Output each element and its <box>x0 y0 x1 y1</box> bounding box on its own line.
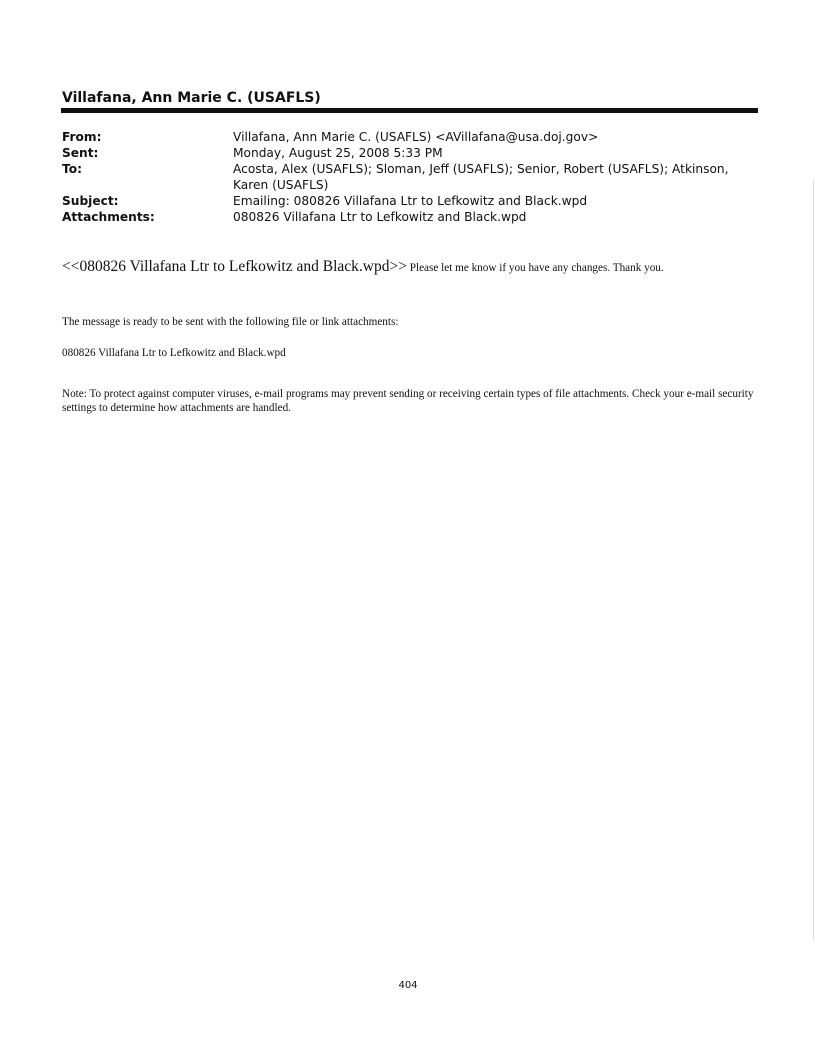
title-rule <box>61 108 758 113</box>
sent-label: Sent: <box>62 146 99 160</box>
to-label: To: <box>62 162 82 176</box>
page-number: 404 <box>398 980 418 991</box>
to-value: Acosta, Alex (USAFLS); Sloman, Jeff (USAFLS); Senior, Robert (USAFLS); Atkinson, Karen (USAFLS) <box>233 162 729 192</box>
header-row-attachments <box>62 209 762 225</box>
header-row-subject <box>62 193 762 209</box>
attachments-value: 080826 Villafana Ltr to Lefkowitz and Black.wpd <box>233 210 527 224</box>
header-row-to <box>62 161 762 193</box>
header-row-from <box>62 129 762 145</box>
attachment-name: 080826 Villafana Ltr to Lefkowitz and Black.wpd <box>62 347 286 359</box>
intro-text: Please let me know if you have any changes. Thank you. <box>409 262 664 274</box>
sent-value: Monday, August 25, 2008 5:33 PM <box>233 146 443 160</box>
scan-edge-line <box>813 180 814 940</box>
email-headers <box>62 129 762 225</box>
email-body-intro <box>62 259 762 276</box>
sender-title: Villafana, Ann Marie C. (USAFLS) <box>62 90 321 106</box>
attachments-label: Attachments: <box>62 210 155 224</box>
header-row-sent <box>62 145 762 161</box>
attachment-reference[interactable]: <<080826 Villafana Ltr to Lefkowitz and Black.wpd>> <box>62 258 407 275</box>
from-label: From: <box>62 130 102 144</box>
from-value: Villafana, Ann Marie C. (USAFLS) <AVillafana@usa.doj.gov> <box>233 130 599 144</box>
subject-value: Emailing: 080826 Villafana Ltr to Lefkowitz and Black.wpd <box>233 194 588 208</box>
ready-text: The message is ready to be sent with the following file or link attachments: <box>62 316 399 328</box>
security-note: Note: To protect against computer viruses, e-mail programs may prevent sending or receiving certain types of file attachments. Check your e-mail security settings to determine how attachments are handled. <box>62 388 754 414</box>
subject-label: Subject: <box>62 194 119 208</box>
